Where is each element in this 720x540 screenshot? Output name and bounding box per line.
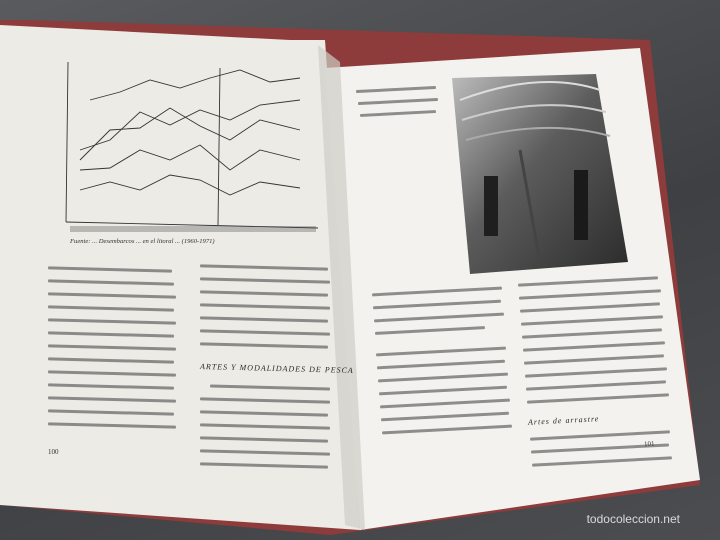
- chart-caption: Fuente: ... Desembarcos ... en el litoral ... (1960-1971): [70, 238, 215, 245]
- photo-frame: [452, 74, 628, 274]
- left-page-number: 100: [48, 448, 59, 456]
- right-page-number: 101: [643, 439, 655, 449]
- right-section-label: Artes de arrastre: [527, 414, 600, 427]
- worker-figure-2: [574, 170, 588, 240]
- worker-figure: [484, 176, 498, 236]
- watermark: todocoleccion.net: [586, 512, 680, 526]
- section-heading: ARTES Y MODALIDADES DE PESCA: [199, 361, 354, 376]
